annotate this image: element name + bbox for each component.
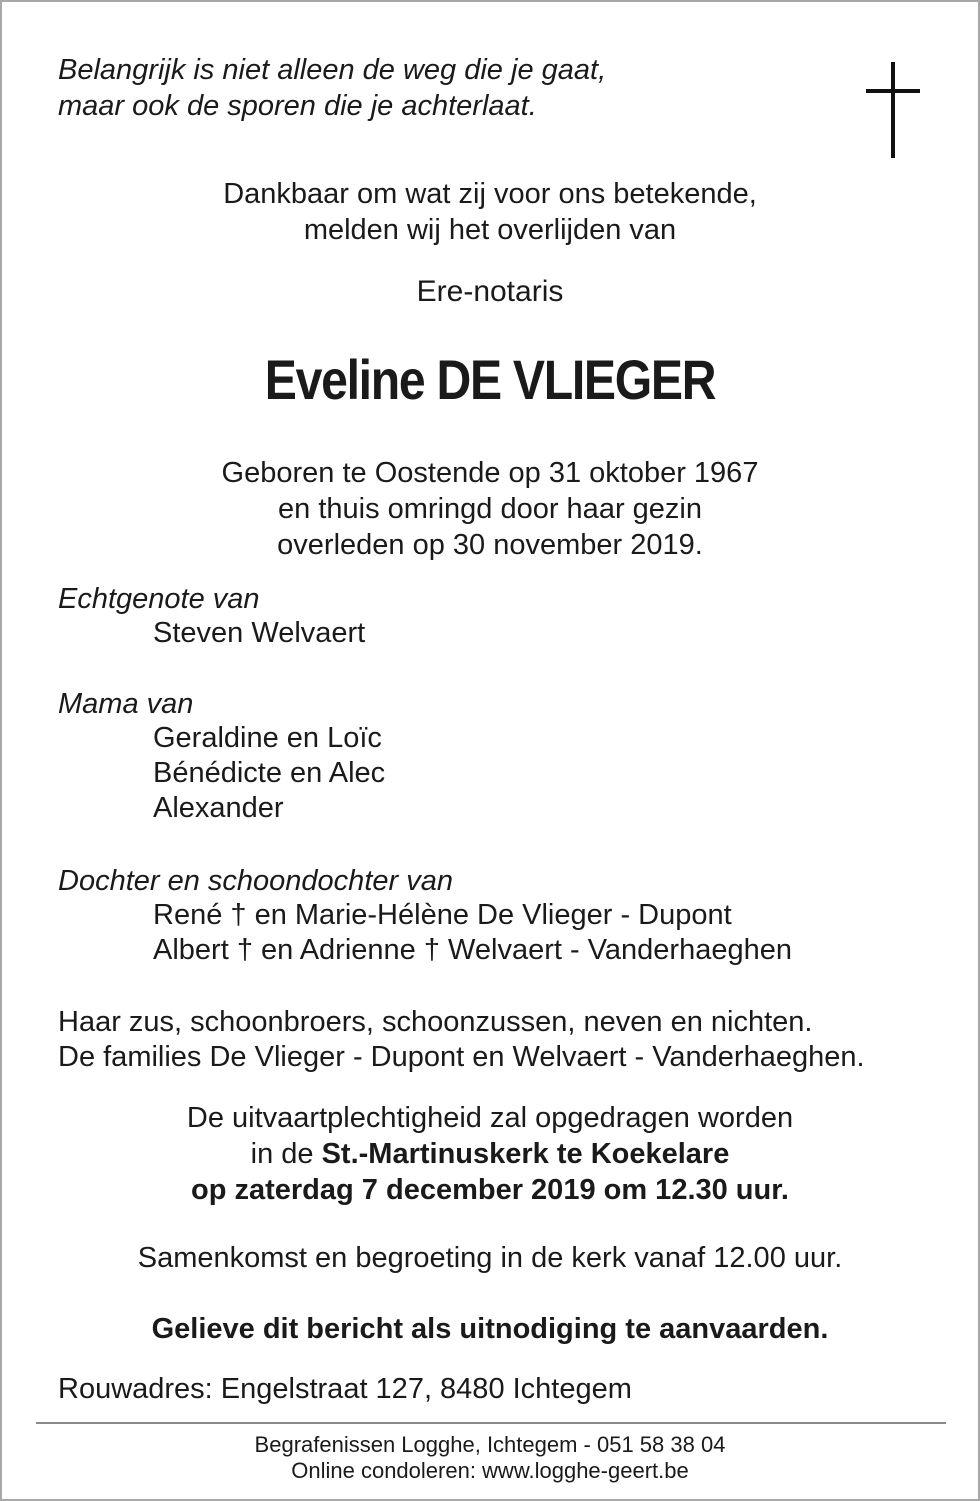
mourning-address: Rouwadres: Engelstraat 127, 8480 Ichtegem — [58, 1373, 632, 1405]
cross-vertical — [891, 62, 895, 158]
family-line-2: De families De Vlieger - Dupont en Welvaert - Vanderhaeghen. — [58, 1041, 865, 1073]
footer-condolence-link[interactable]: Online condoleren: www.logghe-geert.be — [291, 1458, 689, 1483]
child-name: Bénédicte en Alec — [153, 757, 386, 789]
deceased-title: Ere-notaris — [416, 275, 564, 308]
spouse-label: Echtgenote van — [58, 583, 260, 615]
meeting-info: Samenkomst en begroeting in de kerk vanaf 12.00 uur. — [137, 1242, 843, 1274]
intro-line-2: melden wij het overlijden van — [303, 214, 677, 246]
children-names — [153, 721, 385, 826]
footer-divider — [36, 1422, 946, 1424]
intro-line-1: Dankbaar om wat zij voor ons betekende, — [223, 178, 757, 210]
service-place: St.-Martinuskerk te Koekelare — [321, 1138, 730, 1170]
birth-line-2: en thuis omringd door haar gezin — [278, 493, 702, 525]
parent-name: René † en Marie-Hélène De Vlieger - Dupont — [153, 899, 732, 931]
quote-line-1: Belangrijk is niet alleen de weg die je gaat, — [58, 54, 607, 86]
birth-line-3: overleden op 30 november 2019. — [277, 529, 703, 561]
birth-death-info — [0, 455, 980, 563]
intro-text — [0, 176, 980, 248]
family-text — [58, 1005, 865, 1075]
footer — [0, 1432, 980, 1484]
family-line-1: Haar zus, schoonbroers, schoonzussen, neven en nichten. — [58, 1006, 813, 1038]
footer-funeral-home: Begrafenissen Logghe, Ichtegem - 051 58 38 04 — [254, 1432, 726, 1457]
service-prefix: in de — [250, 1138, 322, 1170]
child-name: Alexander — [153, 792, 284, 824]
service-line-1: De uitvaartplechtigheid zal opgedragen worden — [186, 1102, 794, 1134]
parent-name: Albert † en Adrienne † Welvaert - Vanderhaeghen — [153, 934, 792, 966]
parents-names — [153, 898, 792, 968]
quote-line-2: maar ook de sporen die je achterlaat. — [58, 90, 537, 122]
children-label: Mama van — [58, 688, 194, 720]
spouse-name: Steven Welvaert — [153, 617, 366, 649]
cross-icon — [866, 62, 920, 158]
opening-quote — [58, 52, 606, 124]
parents-label: Dochter en schoondochter van — [58, 865, 453, 897]
service-info — [0, 1100, 980, 1208]
invitation-note: Gelieve dit bericht als uitnodiging te aanvaarden. — [151, 1313, 829, 1345]
cross-horizontal — [866, 89, 920, 93]
deceased-name: Eveline DE VLIEGER — [264, 348, 716, 411]
service-line-2 — [0, 1136, 980, 1172]
service-date: op zaterdag 7 december 2019 om 12.30 uur. — [191, 1174, 789, 1206]
spouse-names — [153, 616, 365, 651]
child-name: Geraldine en Loïc — [153, 722, 382, 754]
birth-line-1: Geboren te Oostende op 31 oktober 1967 — [221, 457, 759, 489]
